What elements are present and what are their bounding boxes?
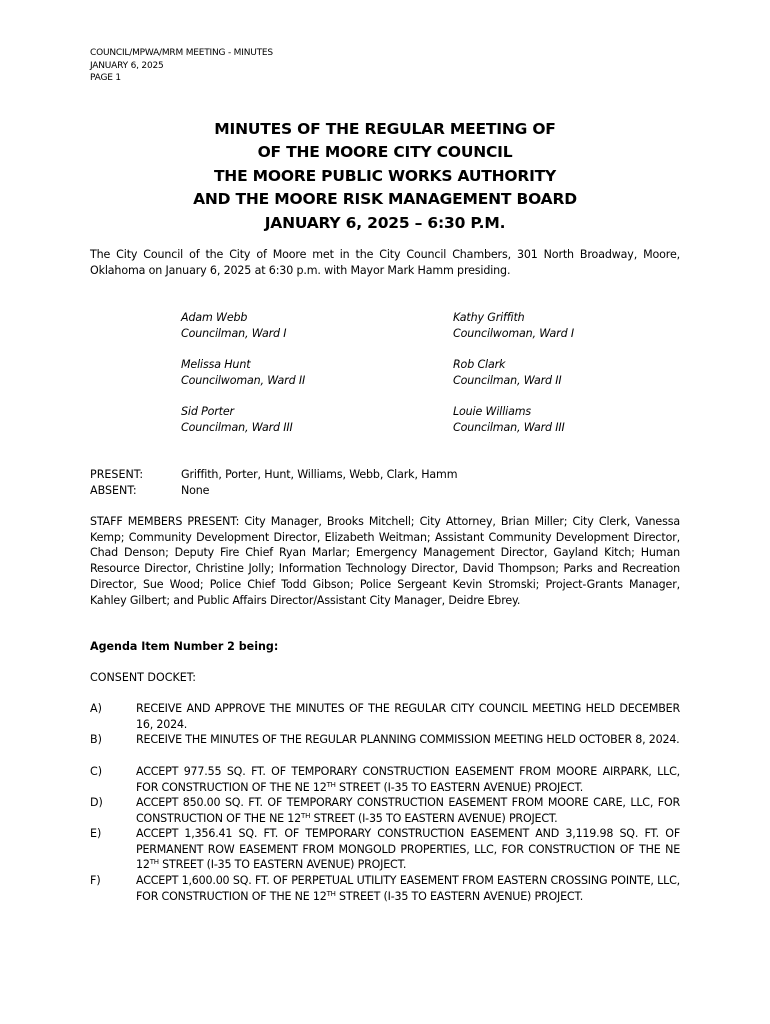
intro-paragraph: The City Council of the City of Moore met in the City Council Chambers, 301 North Broadway, Moore, Oklahoma on January 6, 2025 at 6:30 p.m. with Mayor Mark Hamm presiding.: [90, 248, 680, 277]
member-name: Sid Porter: [181, 405, 234, 418]
item-text-rest: STREET (I-35 TO EASTERN AVENUE) PROJECT.: [335, 889, 584, 903]
staff-paragraph: STAFF MEMBERS PRESENT: City Manager, Brooks Mitchell; City Attorney, Brian Miller; City Clerk, Vanessa Kemp; Community Development Director, Elizabeth Weitman; Assistant Community Development Director, Chad Denson; Deputy Fire Chief Ryan Marlar; Emergency Management Director, Gayland Kitch; Human Resource Director, Christine Jolly; Information Technology Director, David Thompson; Parks and Recreation Director, Sue Wood; Police Chief Todd Gibson; Police Sergeant Kevin Stromski; Project-Grants Manager, Kahley Gilbert; and Public Affairs Director/Assistant City Manager, Deidre Ebrey.: [90, 515, 680, 607]
member-name: Adam Webb: [181, 311, 248, 324]
council-member: [181, 404, 293, 435]
present-value: Griffith, Porter, Hunt, Williams, Webb, Clark, Hamm: [181, 468, 458, 481]
title-line: THE MOORE PUBLIC WORKS AUTHORITY: [213, 166, 557, 185]
item-text-main: ACCEPT 1,600.00 SQ. FT. OF PERPETUAL UTILITY EASEMENT FROM EASTERN CROSSING POINTE, LLC, FOR CONSTRUCTION OF THE NE 12: [136, 874, 680, 903]
council-member: [453, 310, 574, 341]
item-text-main: ACCEPT 977.55 SQ. FT. OF TEMPORARY CONSTRUCTION EASEMENT FROM MOORE AIRPARK, LLC, FOR CONSTRUCTION OF THE NE 12: [136, 765, 680, 794]
present-label: PRESENT:: [90, 468, 144, 481]
item-letter: D): [90, 796, 103, 809]
member-role: Councilman, Ward III: [181, 420, 293, 434]
member-name: Kathy Griffith: [453, 311, 525, 324]
title-line: JANUARY 6, 2025 – 6:30 P.M.: [264, 213, 506, 232]
page-header: [90, 47, 273, 85]
member-role: Councilwoman, Ward II: [181, 373, 306, 387]
item-text: [136, 764, 680, 795]
item-text-main: RECEIVE AND APPROVE THE MINUTES OF THE REGULAR CITY COUNCIL MEETING HELD DECEMBER 16, 2024.: [136, 702, 680, 731]
title-line: AND THE MOORE RISK MANAGEMENT BOARD: [193, 190, 577, 209]
item-letter: E): [90, 827, 102, 840]
absent-value: None: [181, 484, 210, 497]
item-text-rest: STREET (I-35 TO EASTERN AVENUE) PROJECT.: [310, 811, 558, 825]
item-text: [136, 701, 680, 732]
member-name: Rob Clark: [453, 358, 506, 371]
item-letter: A): [90, 702, 102, 715]
consent-docket-label: CONSENT DOCKET:: [90, 671, 197, 684]
item-text-main: RECEIVE THE MINUTES OF THE REGULAR PLANNING COMMISSION MEETING HELD OCTOBER 8, 2024.: [136, 733, 680, 746]
council-member: [453, 404, 565, 435]
item-superscript: TH: [326, 889, 336, 898]
member-role: Councilman, Ward III: [453, 420, 565, 434]
agenda-heading: Agenda Item Number 2 being:: [90, 640, 279, 653]
item-text: [136, 732, 680, 748]
item-text-rest: STREET (I-35 TO EASTERN AVENUE) PROJECT.: [158, 858, 407, 872]
item-text-rest: STREET (I-35 TO EASTERN AVENUE) PROJECT.: [335, 780, 584, 794]
item-letter: F): [90, 874, 101, 887]
header-meeting-title: COUNCIL/MPWA/MRM MEETING - MINUTES: [90, 48, 273, 58]
absent-label: ABSENT:: [90, 484, 137, 497]
title-line: MINUTES OF THE REGULAR MEETING OF: [214, 120, 556, 138]
item-text-main: ACCEPT 850.00 SQ. FT. OF TEMPORARY CONSTRUCTION EASEMENT FROM MOORE CARE, LLC, FOR CONSTRUCTION OF THE NE 12: [136, 796, 680, 825]
item-text: [136, 795, 680, 826]
item-letter: B): [90, 733, 102, 746]
council-member: [181, 357, 305, 388]
member-role: Councilwoman, Ward I: [453, 326, 574, 340]
council-member: [181, 310, 286, 341]
title-line: OF THE MOORE CITY COUNCIL: [257, 143, 513, 162]
council-member: [453, 357, 562, 388]
header-page-number: PAGE 1: [90, 73, 121, 83]
item-text: [136, 826, 680, 873]
member-role: Councilman, Ward I: [181, 326, 287, 340]
item-letter: C): [90, 765, 103, 778]
member-name: Melissa Hunt: [181, 358, 251, 371]
item-text-main: ACCEPT 1,356.41 SQ. FT. OF TEMPORARY CONSTRUCTION EASEMENT AND 3,119.98 SQ. FT. OF PERMANENT ROW EASEMENT FROM MONGOLD PROPERTIES, LLC, FOR CONSTRUCTION OF THE NE 12: [136, 827, 680, 872]
item-superscript: TH: [149, 858, 159, 867]
member-name: Louie Williams: [453, 405, 532, 418]
header-date: JANUARY 6, 2025: [90, 60, 164, 71]
item-text: [136, 873, 680, 904]
document-title: [90, 118, 680, 235]
item-superscript: TH: [301, 811, 311, 820]
item-superscript: TH: [326, 780, 336, 789]
member-role: Councilman, Ward II: [453, 373, 562, 387]
